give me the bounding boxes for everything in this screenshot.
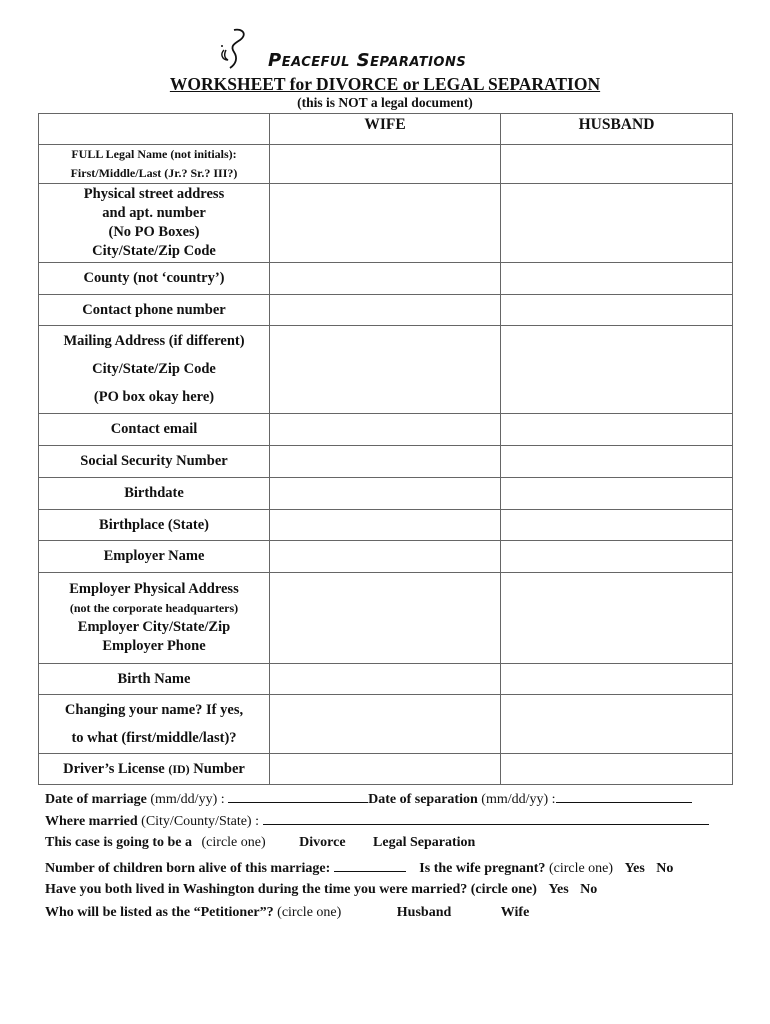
wife-employer-name-field[interactable] xyxy=(270,541,501,573)
page-subtitle: (this is NOT a legal document) xyxy=(297,95,473,110)
table-row xyxy=(39,145,733,184)
contact-phone-label: Contact phone number xyxy=(39,295,270,326)
divorce-option[interactable]: Divorce xyxy=(299,835,346,850)
table-row xyxy=(39,754,733,785)
case-type-line xyxy=(45,835,475,851)
husband-mailing-address-field[interactable] xyxy=(501,326,733,414)
worksheet-table xyxy=(38,113,733,785)
pregnant-no-option[interactable]: No xyxy=(656,861,674,876)
date-marriage-format: (mm/dd/yy) : xyxy=(150,792,225,807)
where-married-field[interactable] xyxy=(263,812,709,825)
case-type-label: This case is going to be a xyxy=(45,835,193,850)
page-title: WORKSHEET for DIVORCE or LEGAL SEPARATION xyxy=(169,74,601,94)
ssn-label: Social Security Number xyxy=(39,446,270,478)
petitioner-wife-option[interactable]: Wife xyxy=(500,905,530,920)
dove-logo-icon xyxy=(212,26,254,70)
husband-birth-name-field[interactable] xyxy=(501,664,733,695)
label-line: Mailing Address (if different) xyxy=(63,333,245,349)
legal-separation-option[interactable]: Legal Separation xyxy=(373,835,476,850)
label-line: Employer Phone xyxy=(102,638,206,654)
husband-full-legal-name-field[interactable] xyxy=(501,145,733,184)
table-row xyxy=(39,478,733,510)
wife-contact-email-field[interactable] xyxy=(270,414,501,446)
label-line: (PO box okay here) xyxy=(93,389,215,405)
contact-email-label: Contact email xyxy=(39,414,270,446)
washington-label: Have you both lived in Washington during the time you were married? (circle one) xyxy=(45,882,537,897)
husband-drivers-license-field[interactable] xyxy=(501,754,733,785)
husband-name-change-field[interactable] xyxy=(501,695,733,754)
full-legal-name-label xyxy=(39,145,270,184)
employer-name-label: Employer Name xyxy=(39,541,270,573)
pregnant-yes-option[interactable]: Yes xyxy=(624,861,645,876)
wife-birthdate-field[interactable] xyxy=(270,478,501,510)
pregnant-circle-note: (circle one) xyxy=(548,861,614,876)
where-married-label: Where married xyxy=(45,814,138,829)
husband-contact-email-field[interactable] xyxy=(501,414,733,446)
case-type-circle-note: (circle one) xyxy=(201,835,266,850)
petitioner-line xyxy=(45,905,529,921)
table-row xyxy=(39,414,733,446)
wife-drivers-license-field[interactable] xyxy=(270,754,501,785)
children-count-field[interactable] xyxy=(334,859,406,872)
husband-birthplace-field[interactable] xyxy=(501,510,733,541)
wife-mailing-address-field[interactable] xyxy=(270,326,501,414)
date-separation-label: Date of separation xyxy=(368,792,478,807)
wife-ssn-field[interactable] xyxy=(270,446,501,478)
label-line: to what (first/middle/last)? xyxy=(71,729,237,746)
label-line: First/Middle/Last (Jr.? Sr.? III?) xyxy=(70,166,238,180)
label-line: Physical street address xyxy=(83,186,225,202)
husband-contact-phone-field[interactable] xyxy=(501,295,733,326)
wife-column-header: WIFE xyxy=(270,114,501,145)
husband-birthdate-field[interactable] xyxy=(501,478,733,510)
birthdate-label: Birthdate xyxy=(39,478,270,510)
drivers-license-label xyxy=(39,754,270,785)
header-row xyxy=(39,114,733,145)
table-row xyxy=(39,326,733,414)
label-line: Employer Physical Address xyxy=(69,581,239,597)
washington-yes-option[interactable]: Yes xyxy=(548,882,569,897)
label-line: and apt. number xyxy=(102,205,206,221)
birthplace-label: Birthplace (State) xyxy=(39,510,270,541)
table-row xyxy=(39,263,733,295)
husband-employer-address-field[interactable] xyxy=(501,573,733,664)
table-row xyxy=(39,541,733,573)
husband-ssn-field[interactable] xyxy=(501,446,733,478)
children-line xyxy=(45,859,673,877)
table-row xyxy=(39,510,733,541)
table-row xyxy=(39,664,733,695)
husband-county-field[interactable] xyxy=(501,263,733,295)
label-line: City/State/Zip Code xyxy=(92,361,216,377)
petitioner-husband-option[interactable]: Husband xyxy=(396,905,452,920)
petitioner-label: Who will be listed as the “Petitioner”? xyxy=(45,905,274,920)
dates-line xyxy=(45,790,692,808)
wife-employer-address-field[interactable] xyxy=(270,573,501,664)
date-separation-field[interactable] xyxy=(556,790,692,803)
blank-header-cell xyxy=(39,114,270,145)
husband-physical-address-field[interactable] xyxy=(501,184,733,263)
washington-no-option[interactable]: No xyxy=(580,882,598,897)
wife-physical-address-field[interactable] xyxy=(270,184,501,263)
mailing-address-label xyxy=(39,326,270,414)
washington-line xyxy=(45,882,597,898)
wife-name-change-field[interactable] xyxy=(270,695,501,754)
physical-address-label xyxy=(39,184,270,263)
table-row xyxy=(39,295,733,326)
where-married-format: (City/County/State) : xyxy=(141,814,259,829)
label-line: City/State/Zip Code xyxy=(92,243,216,259)
children-label: Number of children born alive of this marriage: xyxy=(45,861,331,876)
wife-birth-name-field[interactable] xyxy=(270,664,501,695)
where-married-line xyxy=(45,812,709,830)
brand-name: Peaceful Separations xyxy=(268,50,467,71)
table-row xyxy=(39,184,733,263)
date-marriage-field[interactable] xyxy=(228,790,368,803)
label-part: Number xyxy=(193,760,245,777)
label-line: Employer City/State/Zip xyxy=(77,619,231,635)
wife-county-field[interactable] xyxy=(270,263,501,295)
label-line: (not the corporate headquarters) xyxy=(69,601,239,615)
label-line: (No PO Boxes) xyxy=(108,224,200,240)
table-row xyxy=(39,573,733,664)
label-line: Changing your name? If yes, xyxy=(64,701,244,718)
label-part: (ID) xyxy=(168,761,190,776)
name-change-label xyxy=(39,695,270,754)
wife-full-legal-name-field[interactable] xyxy=(270,145,501,184)
wife-contact-phone-field[interactable] xyxy=(270,295,501,326)
county-label: County (not ‘country’) xyxy=(39,263,270,295)
table-row xyxy=(39,695,733,754)
employer-address-label xyxy=(39,573,270,664)
date-marriage-label: Date of marriage xyxy=(45,792,147,807)
husband-employer-name-field[interactable] xyxy=(501,541,733,573)
husband-column-header: HUSBAND xyxy=(501,114,733,145)
date-separation-format: (mm/dd/yy) : xyxy=(481,792,556,807)
wife-birthplace-field[interactable] xyxy=(270,510,501,541)
table-row xyxy=(39,446,733,478)
pregnant-label: Is the wife pregnant? xyxy=(419,861,546,876)
petitioner-circle-note: (circle one) xyxy=(277,905,342,920)
birth-name-label: Birth Name xyxy=(39,664,270,695)
label-line: FULL Legal Name (not initials): xyxy=(71,147,237,161)
label-part: Driver’s License xyxy=(63,760,165,777)
